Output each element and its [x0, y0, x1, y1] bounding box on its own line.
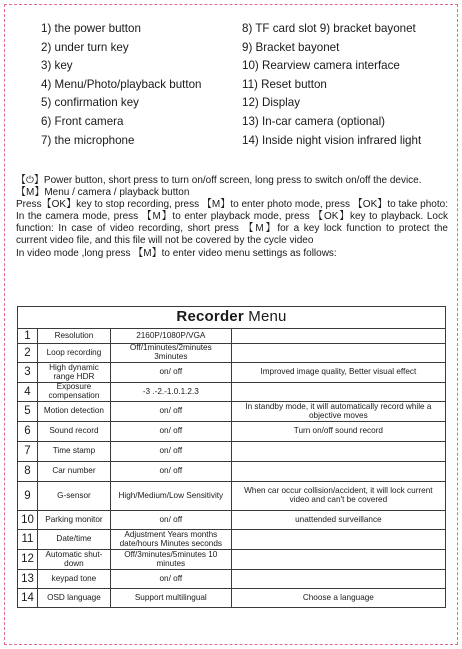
row-number: 9: [18, 482, 38, 511]
table-row: [18, 482, 446, 511]
row-number: 11: [18, 530, 38, 550]
table-row: [18, 363, 446, 383]
setting-note: In standby mode, it will automatically record while a objective moves: [231, 402, 445, 422]
table-row: [18, 383, 446, 402]
part-item: 11) Reset button: [242, 77, 327, 91]
setting-name: High dynamic range HDR: [37, 363, 110, 383]
setting-note: [231, 570, 445, 589]
setting-options: on/ off: [110, 402, 231, 422]
setting-note: [231, 383, 445, 402]
recorder-menu-table: [17, 306, 446, 608]
row-number: 5: [18, 402, 38, 422]
row-number: 12: [18, 550, 38, 570]
part-item: 13) In-car camera (optional): [242, 114, 386, 128]
setting-options: on/ off: [110, 511, 231, 530]
part-item: 2) under turn key: [41, 40, 129, 54]
setting-note: When car occur collision/accident, it will lock current video and can't be covered: [231, 482, 445, 511]
table-row: [18, 550, 446, 570]
setting-note: Choose a language: [231, 589, 445, 608]
setting-name: Automatic shut-down: [37, 550, 110, 570]
row-number: 8: [18, 462, 38, 482]
part-item: 10) Rearview camera interface: [242, 59, 400, 73]
table-row: [18, 530, 446, 550]
row-number: 1: [18, 329, 38, 344]
table-title-bold: Recorder: [176, 308, 249, 326]
menu-button-description: 【M】Menu / camera / playback button: [16, 187, 190, 199]
setting-note: Improved image quality, Better visual effect: [231, 363, 445, 383]
row-number: 14: [18, 589, 38, 608]
parts-list-left: [41, 20, 201, 150]
table-row: [18, 422, 446, 442]
setting-options: Support multilingual: [110, 589, 231, 608]
setting-name: Exposure compensation: [37, 383, 110, 402]
setting-name: Car number: [37, 462, 110, 482]
part-item: 3) key: [41, 59, 73, 73]
setting-name: Date/time: [37, 530, 110, 550]
part-item: 7) the microphone: [41, 133, 135, 147]
setting-options: Off/3minutes/5minutes 10 minutes: [110, 550, 231, 570]
setting-name: Loop recording: [37, 344, 110, 363]
row-number: 10: [18, 511, 38, 530]
setting-note: unattended surveillance: [231, 511, 445, 530]
table-row: [18, 589, 446, 608]
setting-note: [231, 329, 445, 344]
table-row: [18, 511, 446, 530]
row-number: 7: [18, 442, 38, 462]
part-item: 5) confirmation key: [41, 96, 139, 110]
table-row: [18, 570, 446, 589]
table-row: [18, 462, 446, 482]
setting-name: G-sensor: [37, 482, 110, 511]
setting-options: Adjustment Years months date/hours Minutes seconds: [110, 530, 231, 550]
part-item: 8) TF card slot 9) bracket bayonet: [242, 22, 416, 35]
setting-note: Turn on/off sound record: [231, 422, 445, 442]
setting-note: [231, 550, 445, 570]
setting-options: -3 .-2.-1.0.1.2.3: [110, 383, 231, 402]
row-number: 6: [18, 422, 38, 442]
row-number: 4: [18, 383, 38, 402]
video-menu-intro: In video mode ,long press 【M】to enter video menu settings as follows:: [16, 247, 337, 259]
button-description: [16, 175, 448, 260]
table-row: [18, 329, 446, 344]
table-row: [18, 402, 446, 422]
setting-name: Resolution: [37, 329, 110, 344]
setting-name: keypad tone: [37, 570, 110, 589]
setting-name: Sound record: [37, 422, 110, 442]
row-number: 2: [18, 344, 38, 363]
part-item: 6) Front camera: [41, 114, 124, 128]
setting-options: High/Medium/Low Sensitivity: [110, 482, 231, 511]
part-item: 9) Bracket bayonet: [242, 40, 340, 54]
setting-name: Parking monitor: [37, 511, 110, 530]
setting-options: Off/1minutes/2minutes 3minutes: [110, 344, 231, 363]
part-item: 14) Inside night vision infrared light: [242, 133, 422, 147]
ok-button-description: Press【OK】key to stop recording, press 【M】to enter photo mode, press 【OK】to take photo: In the camera mode, press 【M】to enter playback mode, press 【OK】key to playback. Lock function: In case of video recording, short press 【M】for a key lock function to protect the current video file, and this file will not be covered by the cycle video: [16, 199, 448, 247]
setting-options: on/ off: [110, 462, 231, 482]
setting-name: Motion detection: [37, 402, 110, 422]
setting-options: on/ off: [110, 422, 231, 442]
power-button-description: 【⏻】Power button, short press to turn on/off screen, long press to switch on/off the device.: [16, 175, 422, 186]
setting-options: 2160P/1080P/VGA: [110, 329, 231, 344]
table-row: [18, 442, 446, 462]
setting-note: [231, 344, 445, 363]
part-item: 4) Menu/Photo/playback button: [41, 77, 202, 91]
setting-options: on/ off: [110, 442, 231, 462]
table-title-rest: Menu: [248, 308, 287, 326]
table-title-row: [18, 307, 446, 329]
part-item: 12) Display: [242, 96, 300, 110]
setting-note: [231, 462, 445, 482]
setting-note: [231, 530, 445, 550]
setting-options: on/ off: [110, 363, 231, 383]
table-row: [18, 344, 446, 363]
row-number: 3: [18, 363, 38, 383]
setting-note: [231, 442, 445, 462]
part-item: 1) the power button: [41, 22, 141, 35]
setting-options: on/ off: [110, 570, 231, 589]
row-number: 13: [18, 570, 38, 589]
setting-name: Time stamp: [37, 442, 110, 462]
parts-list-right: [242, 20, 421, 150]
table-title: [18, 307, 446, 329]
setting-name: OSD language: [37, 589, 110, 608]
